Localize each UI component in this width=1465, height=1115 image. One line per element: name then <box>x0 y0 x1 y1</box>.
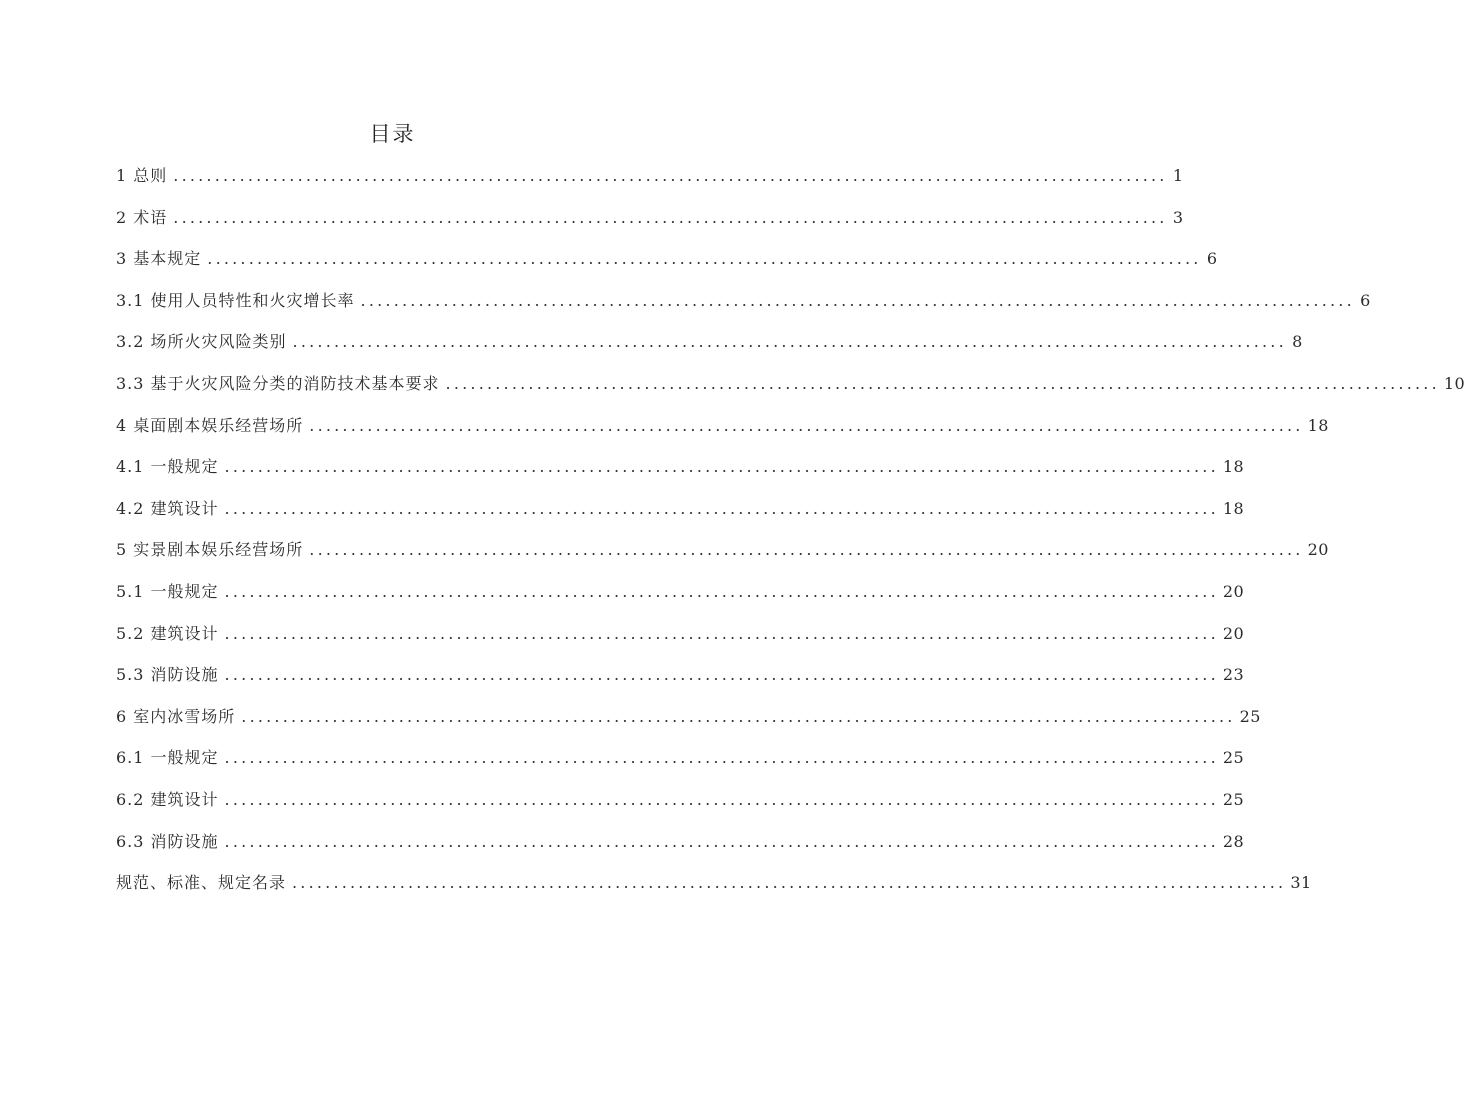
toc-dot-leader: ........................................................................................................................ <box>224 748 1219 768</box>
toc-entry-page-number: 10 <box>1443 373 1465 393</box>
toc-dot-leader: ........................................................................................................................ <box>224 665 1219 685</box>
toc-entry[interactable] <box>116 204 1184 246</box>
toc-dot-leader: ........................................................................................................................ <box>224 498 1219 518</box>
toc-dot-leader: ........................................................................................................................ <box>292 332 1287 352</box>
toc-entry[interactable] <box>116 245 1218 287</box>
toc-entry-page-number: 1 <box>1172 166 1184 185</box>
toc-entry-page-number: 6 <box>1206 249 1218 269</box>
toc-entry-page-number: 25 <box>1222 789 1245 809</box>
toc-entry-label: 1 总则 <box>116 166 168 185</box>
toc-entry-label: 2 术语 <box>116 207 168 227</box>
toc-entry-label: 3 基本规定 <box>116 249 202 269</box>
toc-title: 目录 <box>369 122 416 146</box>
toc-dot-leader: ........................................................................................................................ <box>224 789 1219 809</box>
toc-entry-label: 6.2 建筑设计 <box>116 789 219 809</box>
toc-entry-page-number: 25 <box>1239 706 1261 726</box>
toc-entry[interactable] <box>116 536 1329 578</box>
toc-entry-label: 6.3 消防设施 <box>116 831 219 851</box>
toc-entry-label: 规范、标准、规定名录 <box>116 873 287 893</box>
toc-entry[interactable] <box>116 620 1245 662</box>
toc-entry-label: 3.1 使用人员特性和火灾增长率 <box>116 290 355 310</box>
toc-entry[interactable] <box>116 869 1312 911</box>
toc-entry-label: 4 桌面剧本娱乐经营场所 <box>116 415 304 435</box>
toc-entry-page-number: 3 <box>1172 207 1184 227</box>
toc-entry[interactable] <box>116 287 1371 329</box>
toc-dot-leader: ........................................................................................................................ <box>241 706 1236 726</box>
toc-entry[interactable] <box>116 661 1245 703</box>
toc-entry-page-number: 20 <box>1222 623 1245 643</box>
toc-entry[interactable] <box>116 578 1245 620</box>
toc-entry[interactable] <box>116 370 1465 412</box>
toc-dot-leader: ........................................................................................................................ <box>309 540 1304 560</box>
toc-entry-page-number: 18 <box>1222 457 1245 477</box>
toc-dot-leader: ........................................................................................................................ <box>445 373 1440 393</box>
toc-entry[interactable] <box>116 453 1245 495</box>
toc-entry-label: 6.1 一般规定 <box>116 748 219 768</box>
toc-entry-page-number: 6 <box>1360 290 1371 310</box>
toc-entry-label: 6 室内冰雪场所 <box>116 706 236 726</box>
toc-dot-leader: ........................................................................................................................ <box>224 623 1219 643</box>
toc-dot-leader: ........................................................................................................................ <box>207 249 1202 269</box>
toc-entry-page-number: 20 <box>1307 540 1329 560</box>
toc-entry[interactable] <box>116 828 1245 870</box>
toc-entry-label: 3.2 场所火灾风险类别 <box>116 332 287 352</box>
toc-entry-label: 5.1 一般规定 <box>116 581 219 601</box>
toc-dot-leader: ........................................................................................................................ <box>292 873 1287 893</box>
toc-entry[interactable] <box>116 412 1329 454</box>
toc-entry[interactable] <box>116 703 1261 745</box>
toc-entry-label: 5 实景剧本娱乐经营场所 <box>116 540 304 560</box>
toc-entry-page-number: 18 <box>1222 498 1245 518</box>
toc-entry-label: 5.2 建筑设计 <box>116 623 219 643</box>
toc-entry[interactable] <box>116 162 1184 204</box>
toc-entry[interactable] <box>116 744 1245 786</box>
toc-dot-leader: ........................................................................................................................ <box>309 415 1304 435</box>
toc-dot-leader: ........................................................................................................................ <box>224 457 1219 477</box>
toc-entry[interactable] <box>116 495 1245 537</box>
toc-entry-page-number: 20 <box>1222 581 1245 601</box>
toc-entry[interactable] <box>116 786 1245 828</box>
toc-entry-page-number: 18 <box>1307 415 1329 435</box>
toc-entry-label: 5.3 消防设施 <box>116 665 219 685</box>
toc-entry-label: 4.2 建筑设计 <box>116 498 219 518</box>
toc-entry-page-number: 23 <box>1222 665 1245 685</box>
toc-entry[interactable] <box>116 328 1303 370</box>
toc-dot-leader: ........................................................................................................................ <box>173 166 1168 185</box>
table-of-contents <box>116 162 1465 911</box>
toc-dot-leader: ........................................................................................................................ <box>224 581 1219 601</box>
toc-entry-label: 4.1 一般规定 <box>116 457 219 477</box>
toc-entry-page-number: 28 <box>1222 831 1245 851</box>
toc-entry-page-number: 31 <box>1290 873 1312 893</box>
toc-dot-leader: ........................................................................................................................ <box>224 831 1219 851</box>
toc-entry-label: 3.3 基于火灾风险分类的消防技术基本要求 <box>116 373 440 393</box>
toc-dot-leader: ........................................................................................................................ <box>360 290 1355 310</box>
toc-entry-page-number: 25 <box>1222 748 1245 768</box>
toc-dot-leader: ........................................................................................................................ <box>173 207 1168 227</box>
toc-entry-page-number: 8 <box>1292 332 1303 352</box>
